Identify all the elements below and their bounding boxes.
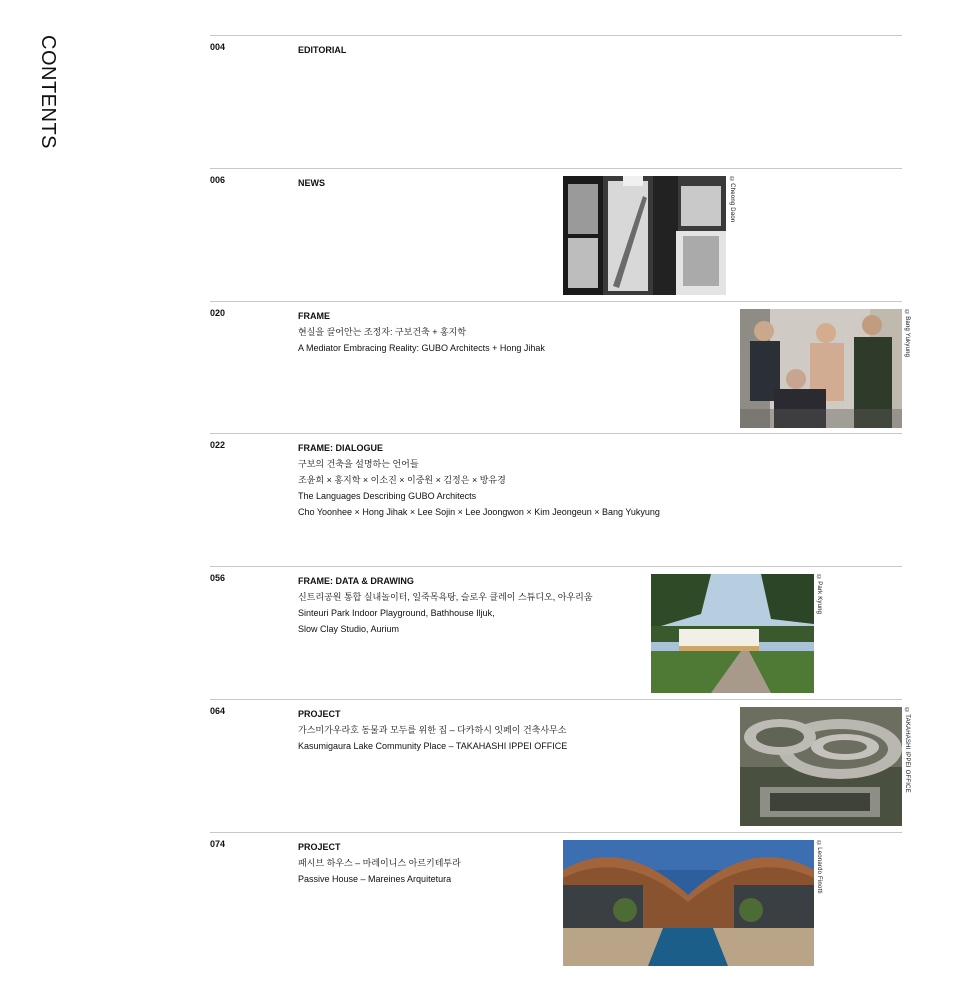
brick-vault-pool-photo (563, 840, 814, 966)
toc-entry-project-passive-house[interactable] (210, 832, 902, 973)
entry-line-english-names: Cho Yoonhee × Hong Jihak × Lee Sojin × Lee Joongwon × Kim Jeongeun × Bang Yukyung (298, 507, 660, 517)
photo-credit: ©Bang Yukyung (904, 310, 910, 358)
photo-credit: ©Cheong Daon (729, 177, 735, 223)
entry-line-english-title: The Languages Describing GUBO Architects (298, 491, 477, 501)
entry-title: PROJECT (298, 709, 341, 719)
park-pavilion-photo (651, 574, 814, 693)
toc-entry-project-kasumigaura[interactable] (210, 699, 910, 832)
entry-line-english: Passive House – Mareines Arquitetura (298, 874, 452, 884)
spiral-building-photo (740, 707, 902, 826)
entry-line-english-2: Slow Clay Studio, Aurium (298, 624, 400, 634)
page-number: 022 (210, 440, 226, 450)
page-number: 064 (210, 706, 226, 716)
entry-text (298, 573, 593, 637)
page-number: 074 (210, 839, 226, 849)
entry-line-english: A Mediator Embracing Reality: GUBO Architects + Hong Jihak (298, 343, 545, 353)
entry-line-korean-names: 조윤희 × 홍지학 × 이소진 × 이중원 × 김정은 × 방유경 (298, 475, 506, 485)
photo-credit: ©Park Kyung (816, 575, 822, 615)
page-number: 056 (210, 573, 226, 583)
entry-title: NEWS (298, 178, 325, 188)
toc-entry-news[interactable] (210, 168, 902, 301)
entry-text (298, 308, 545, 356)
page-number: 020 (210, 308, 226, 318)
entry-text (298, 440, 660, 520)
entry-line-korean: 가스미가우라호 동물과 모두를 위한 집 – 다카하시 잇페이 건축사무소 (298, 725, 567, 735)
entry-text (298, 839, 461, 887)
entry-line-korean: 패시브 하우스 – 마레이니스 아르키테투라 (298, 858, 461, 868)
entry-line-english: Kasumigaura Lake Community Place – TAKAHASHI IPPEI OFFICE (298, 741, 568, 751)
entry-title: PROJECT (298, 842, 341, 852)
toc-entry-frame-data-drawing[interactable] (210, 566, 902, 699)
entry-line-korean-title: 구보의 건축을 설명하는 언어들 (298, 459, 419, 469)
entry-title: FRAME: DIALOGUE (298, 443, 383, 453)
entry-text (298, 42, 346, 58)
page-number: 004 (210, 42, 226, 52)
entry-text (298, 706, 567, 754)
photo-credit: ©TAKAHASHI IPPEI OFFICE (904, 708, 910, 793)
contents-heading: CONTENTS (37, 35, 59, 149)
entry-title: FRAME: DATA & DRAWING (298, 576, 414, 586)
entry-title: EDITORIAL (298, 45, 347, 55)
entry-line-korean: 현실을 끌어안는 조정자: 구보건축 + 홍지학 (298, 327, 467, 337)
photo-credit: ©Leonardo Finotti (816, 841, 822, 894)
entry-line-korean: 신트리공원 통합 실내놀이터, 일죽목욕탕, 슬로우 클레이 스튜디오, 아우리움 (298, 592, 593, 602)
toc-entry-frame[interactable] (210, 301, 910, 434)
group-portrait-photo (740, 309, 902, 428)
entry-text (298, 175, 325, 191)
entry-title: FRAME (298, 311, 330, 321)
toc-entry-editorial[interactable] (210, 35, 902, 168)
entry-line-english-1: Sinteuri Park Indoor Playground, Bathhouse Iljuk, (298, 608, 495, 618)
page-number: 006 (210, 175, 226, 185)
toc-entry-frame-dialogue[interactable] (210, 433, 902, 566)
news-photo-stairwell (563, 176, 726, 295)
